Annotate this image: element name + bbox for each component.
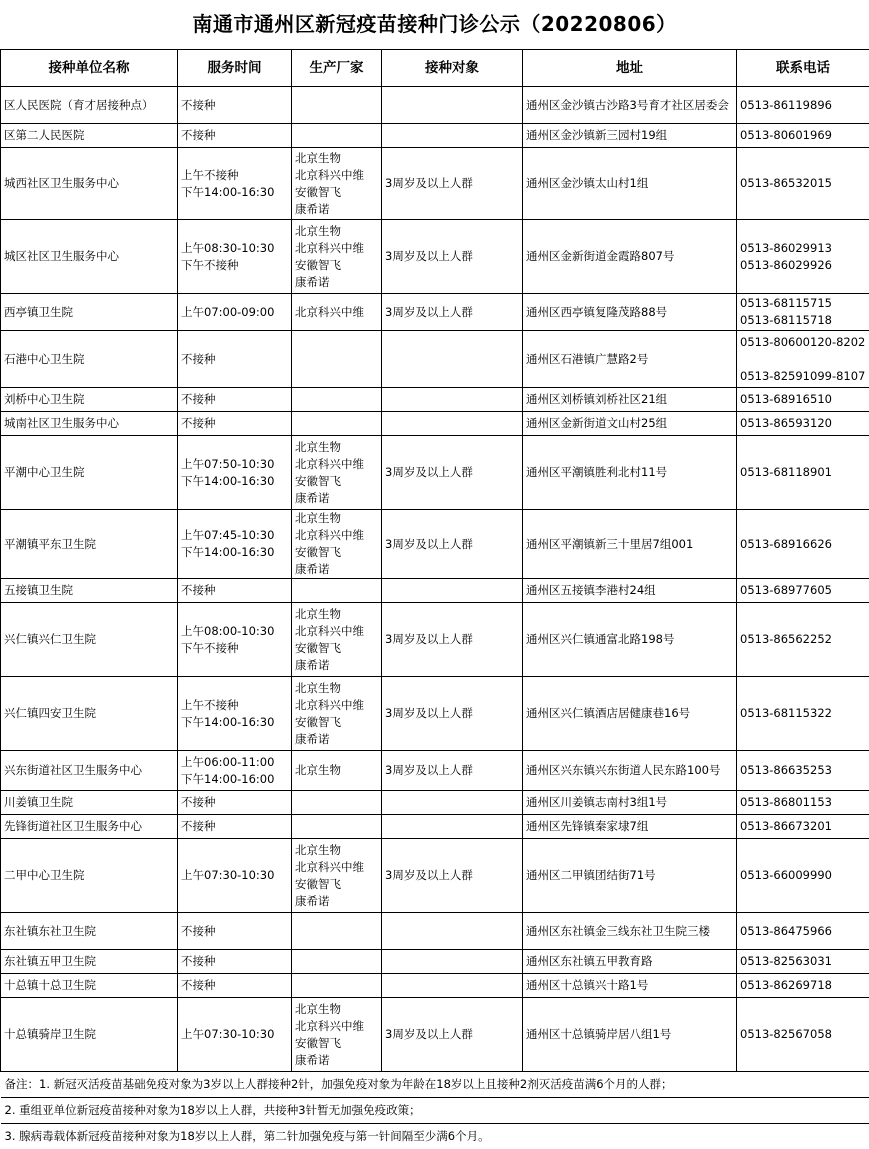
manufacturer-cell: 北京生物 北京科兴中维 安徽智飞 康希诺: [292, 677, 382, 751]
phone-cell: 0513-86532015: [737, 148, 869, 220]
unit-name-cell: 平潮镇平东卫生院: [1, 510, 178, 579]
address-cell: 通州区十总镇骑岸居八组1号: [523, 998, 737, 1072]
note-row: [1, 1072, 869, 1098]
phone-cell: 0513-80601969: [737, 124, 869, 148]
unit-name-cell: 城区社区卫生服务中心: [1, 220, 178, 294]
table-row: [1, 331, 869, 388]
note-text: 3. 腺病毒载体新冠疫苗接种对象为18岁以上人群，第二针加强免疫与第一针间隔至少满6个月。: [1, 1124, 869, 1149]
target-group-cell: [382, 579, 523, 603]
target-group-cell: [382, 331, 523, 388]
manufacturer-cell: 北京科兴中维: [292, 294, 382, 331]
phone-cell: 0513-68118901: [737, 436, 869, 510]
manufacturer-cell: [292, 974, 382, 998]
address-cell: 通州区东社镇金三线东社卫生院三楼: [523, 913, 737, 950]
unit-name-cell: 二甲中心卫生院: [1, 839, 178, 913]
manufacturer-cell: 北京生物: [292, 751, 382, 791]
address-cell: 通州区石港镇广慧路2号: [523, 331, 737, 388]
unit-name-cell: 平潮中心卫生院: [1, 436, 178, 510]
target-group-cell: [382, 815, 523, 839]
unit-name-cell: 区人民医院（育才居接种点）: [1, 87, 178, 124]
unit-name-cell: 区第二人民医院: [1, 124, 178, 148]
address-cell: 通州区先锋镇秦家埭7组: [523, 815, 737, 839]
manufacturer-cell: [292, 388, 382, 412]
unit-name-cell: 十总镇十总卫生院: [1, 974, 178, 998]
manufacturer-cell: [292, 87, 382, 124]
phone-cell: 0513-86562252: [737, 603, 869, 677]
address-cell: 通州区平潮镇胜利北村11号: [523, 436, 737, 510]
address-cell: 通州区金新街道金霞路807号: [523, 220, 737, 294]
unit-name-cell: 石港中心卫生院: [1, 331, 178, 388]
phone-cell: 0513-68115322: [737, 677, 869, 751]
manufacturer-cell: 北京生物 北京科兴中维 安徽智飞 康希诺: [292, 436, 382, 510]
phone-cell: 0513-86269718: [737, 974, 869, 998]
target-group-cell: [382, 791, 523, 815]
target-group-cell: 3周岁及以上人群: [382, 998, 523, 1072]
service-time-cell: 上午08:30-10:30 下午不接种: [178, 220, 292, 294]
phone-cell: 0513-86801153: [737, 791, 869, 815]
table-row: [1, 998, 869, 1072]
header-target-group: 接种对象: [382, 50, 523, 87]
unit-name-cell: 先锋街道社区卫生服务中心: [1, 815, 178, 839]
target-group-cell: 3周岁及以上人群: [382, 510, 523, 579]
manufacturer-cell: [292, 791, 382, 815]
unit-name-cell: 刘桥中心卫生院: [1, 388, 178, 412]
header-phone: 联系电话: [737, 50, 869, 87]
table-row: [1, 974, 869, 998]
phone-cell: 0513-86593120: [737, 412, 869, 436]
service-time-cell: 不接种: [178, 974, 292, 998]
manufacturer-cell: [292, 950, 382, 974]
service-time-cell: 上午08:00-10:30 下午不接种: [178, 603, 292, 677]
table-row: [1, 220, 869, 294]
service-time-cell: 不接种: [178, 124, 292, 148]
manufacturer-cell: [292, 815, 382, 839]
address-cell: 通州区金沙镇太山村1组: [523, 148, 737, 220]
address-cell: 通州区东社镇五甲教育路: [523, 950, 737, 974]
manufacturer-cell: 北京生物 北京科兴中维 安徽智飞 康希诺: [292, 510, 382, 579]
address-cell: 通州区刘桥镇刘桥社区21组: [523, 388, 737, 412]
service-time-cell: 上午07:30-10:30: [178, 998, 292, 1072]
address-cell: 通州区兴仁镇酒店居健康巷16号: [523, 677, 737, 751]
table-row: [1, 950, 869, 974]
unit-name-cell: 十总镇骑岸卫生院: [1, 998, 178, 1072]
address-cell: 通州区兴仁镇通富北路198号: [523, 603, 737, 677]
address-cell: 通州区二甲镇团结街71号: [523, 839, 737, 913]
note-row: [1, 1124, 869, 1149]
address-cell: 通州区兴东镇兴东街道人民东路100号: [523, 751, 737, 791]
target-group-cell: 3周岁及以上人群: [382, 603, 523, 677]
service-time-cell: 上午07:00-09:00: [178, 294, 292, 331]
unit-name-cell: 川姜镇卫生院: [1, 791, 178, 815]
table-row: [1, 412, 869, 436]
note-text: 备注：1. 新冠灭活疫苗基础免疫对象为3岁以上人群接种2针，加强免疫对象为年龄在18岁以上且接种2剂灭活疫苗满6个月的人群；: [1, 1072, 869, 1098]
note-row: [1, 1098, 869, 1124]
unit-name-cell: 城南社区卫生服务中心: [1, 412, 178, 436]
unit-name-cell: 五接镇卫生院: [1, 579, 178, 603]
table-row: [1, 791, 869, 815]
address-cell: 通州区平潮镇新三十里居7组001: [523, 510, 737, 579]
target-group-cell: [382, 950, 523, 974]
manufacturer-cell: [292, 331, 382, 388]
phone-cell: 0513-86475966: [737, 913, 869, 950]
address-cell: 通州区金沙镇新三园村19组: [523, 124, 737, 148]
clinic-table: [0, 49, 869, 1149]
table-header-row: [1, 50, 869, 87]
service-time-cell: 不接种: [178, 579, 292, 603]
phone-cell: 0513-68916626: [737, 510, 869, 579]
target-group-cell: 3周岁及以上人群: [382, 677, 523, 751]
target-group-cell: [382, 87, 523, 124]
table-row: [1, 603, 869, 677]
table-row: [1, 388, 869, 412]
manufacturer-cell: 北京生物 北京科兴中维 安徽智飞 康希诺: [292, 148, 382, 220]
unit-name-cell: 兴东街道社区卫生服务中心: [1, 751, 178, 791]
table-row: [1, 124, 869, 148]
address-cell: 通州区五接镇李港村24组: [523, 579, 737, 603]
service-time-cell: 不接种: [178, 412, 292, 436]
unit-name-cell: 兴仁镇兴仁卫生院: [1, 603, 178, 677]
phone-cell: 0513-86673201: [737, 815, 869, 839]
unit-name-cell: 兴仁镇四安卫生院: [1, 677, 178, 751]
service-time-cell: 不接种: [178, 388, 292, 412]
manufacturer-cell: 北京生物 北京科兴中维 安徽智飞 康希诺: [292, 220, 382, 294]
table-row: [1, 148, 869, 220]
manufacturer-cell: [292, 412, 382, 436]
table-row: [1, 510, 869, 579]
service-time-cell: 上午不接种 下午14:00-16:30: [178, 677, 292, 751]
service-time-cell: 上午不接种 下午14:00-16:30: [178, 148, 292, 220]
table-row: [1, 815, 869, 839]
unit-name-cell: 东社镇五甲卫生院: [1, 950, 178, 974]
target-group-cell: [382, 412, 523, 436]
target-group-cell: 3周岁及以上人群: [382, 148, 523, 220]
service-time-cell: 上午07:50-10:30 下午14:00-16:30: [178, 436, 292, 510]
table-row: [1, 913, 869, 950]
unit-name-cell: 城西社区卫生服务中心: [1, 148, 178, 220]
phone-cell: 0513-86029913 0513-86029926: [737, 220, 869, 294]
table-row: [1, 677, 869, 751]
target-group-cell: [382, 124, 523, 148]
unit-name-cell: 东社镇东社卫生院: [1, 913, 178, 950]
target-group-cell: 3周岁及以上人群: [382, 220, 523, 294]
header-address: 地址: [523, 50, 737, 87]
table-row: [1, 751, 869, 791]
service-time-cell: 不接种: [178, 87, 292, 124]
manufacturer-cell: [292, 913, 382, 950]
manufacturer-cell: [292, 124, 382, 148]
phone-cell: 0513-68916510: [737, 388, 869, 412]
phone-cell: 0513-86119896: [737, 87, 869, 124]
phone-cell: 0513-86635253: [737, 751, 869, 791]
target-group-cell: 3周岁及以上人群: [382, 839, 523, 913]
service-time-cell: 上午07:30-10:30: [178, 839, 292, 913]
table-row: [1, 839, 869, 913]
address-cell: 通州区金新街道文山村25组: [523, 412, 737, 436]
manufacturer-cell: 北京生物 北京科兴中维 安徽智飞 康希诺: [292, 998, 382, 1072]
manufacturer-cell: 北京生物 北京科兴中维 安徽智飞 康希诺: [292, 839, 382, 913]
service-time-cell: 不接种: [178, 791, 292, 815]
phone-cell: 0513-66009990: [737, 839, 869, 913]
table-row: [1, 436, 869, 510]
phone-cell: 0513-68115715 0513-68115718: [737, 294, 869, 331]
service-time-cell: 不接种: [178, 331, 292, 388]
address-cell: 通州区金沙镇古沙路3号育才社区居委会: [523, 87, 737, 124]
unit-name-cell: 西亭镇卫生院: [1, 294, 178, 331]
note-text: 2. 重组亚单位新冠疫苗接种对象为18岁以上人群，共接种3针暂无加强免疫政策；: [1, 1098, 869, 1124]
service-time-cell: 上午07:45-10:30 下午14:00-16:30: [178, 510, 292, 579]
target-group-cell: 3周岁及以上人群: [382, 436, 523, 510]
header-unit-name: 接种单位名称: [1, 50, 178, 87]
header-manufacturer: 生产厂家: [292, 50, 382, 87]
address-cell: 通州区西亭镇复隆茂路88号: [523, 294, 737, 331]
manufacturer-cell: [292, 579, 382, 603]
table-row: [1, 294, 869, 331]
manufacturer-cell: 北京生物 北京科兴中维 安徽智飞 康希诺: [292, 603, 382, 677]
target-group-cell: [382, 388, 523, 412]
header-service-time: 服务时间: [178, 50, 292, 87]
phone-cell: 0513-68977605: [737, 579, 869, 603]
service-time-cell: 不接种: [178, 950, 292, 974]
phone-cell: 0513-82567058: [737, 998, 869, 1072]
address-cell: 通州区川姜镇志南村3组1号: [523, 791, 737, 815]
page-title: 南通市通州区新冠疫苗接种门诊公示（20220806）: [0, 0, 869, 49]
target-group-cell: 3周岁及以上人群: [382, 751, 523, 791]
address-cell: 通州区十总镇兴十路1号: [523, 974, 737, 998]
service-time-cell: 不接种: [178, 815, 292, 839]
target-group-cell: 3周岁及以上人群: [382, 294, 523, 331]
target-group-cell: [382, 913, 523, 950]
phone-cell: 0513-82563031: [737, 950, 869, 974]
phone-cell: 0513-80600120-8202 0513-82591099-8107: [737, 331, 869, 388]
service-time-cell: 不接种: [178, 913, 292, 950]
table-row: [1, 579, 869, 603]
table-row: [1, 87, 869, 124]
target-group-cell: [382, 974, 523, 998]
service-time-cell: 上午06:00-11:00 下午14:00-16:00: [178, 751, 292, 791]
